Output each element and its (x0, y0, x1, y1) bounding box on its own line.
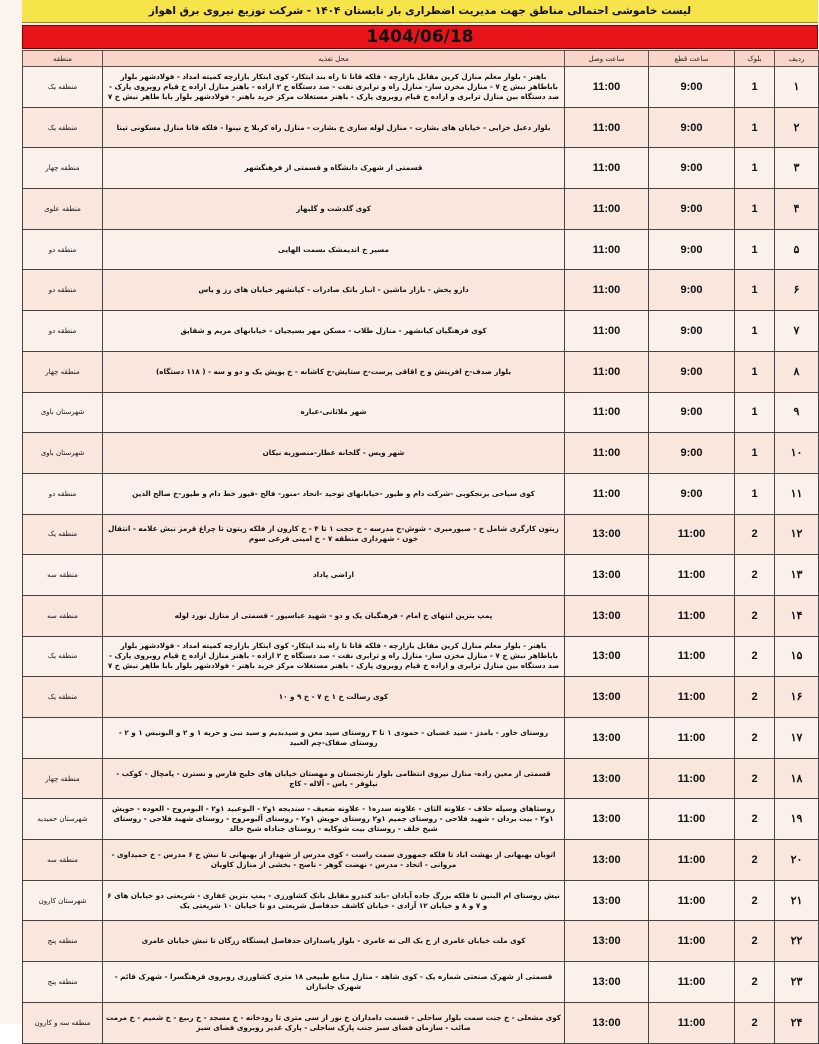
connect-time-cell: 13:00 (565, 962, 649, 1003)
area-cell: شهرستان باوی (23, 433, 103, 474)
row-number-cell: ۴ (775, 189, 819, 230)
block-cell: 2 (735, 962, 775, 1003)
place-cell: کوی ملت خیابان عامری از خ یک الی نه عامری - بلوار پاسداران حدفاصل ایستگاه زرگان تا نبش خیابان عامری (103, 921, 565, 962)
area-cell: منطقه سه و کارون (23, 1002, 103, 1043)
area-cell: منطقه سه (23, 555, 103, 596)
table-row (23, 392, 819, 433)
place-cell: قسمتی از معین زاده- منازل نیروی انتظامی بلوار نارنجستان و مهستان خیابان های خلیج فارس و نسترن - پامچال - کوکب - نیلوفر - یاس - آلاله - کاج (103, 758, 565, 799)
table-row (23, 962, 819, 1003)
row-number-cell: ۲ (775, 107, 819, 148)
connect-time-cell: 11:00 (565, 351, 649, 392)
row-number-cell: ۳ (775, 148, 819, 189)
row-number-cell: ۲۳ (775, 962, 819, 1003)
connect-time-cell: 11:00 (565, 392, 649, 433)
block-cell: 2 (735, 799, 775, 840)
row-number-cell: ۸ (775, 351, 819, 392)
connect-time-cell: 13:00 (565, 677, 649, 718)
cut-time-cell: 9:00 (649, 433, 735, 474)
block-cell: 2 (735, 1002, 775, 1043)
block-cell: 2 (735, 921, 775, 962)
table-row (23, 840, 819, 881)
area-cell: منطقه چهار (23, 758, 103, 799)
connect-time-cell: 11:00 (565, 148, 649, 189)
cut-time-cell: 11:00 (649, 1002, 735, 1043)
cut-time-cell: 11:00 (649, 758, 735, 799)
table-row (23, 677, 819, 718)
connect-time-cell: 11:00 (565, 107, 649, 148)
row-number-cell: ۲۰ (775, 840, 819, 881)
cut-time-cell: 9:00 (649, 107, 735, 148)
connect-time-cell: 13:00 (565, 636, 649, 677)
place-cell: پمپ بنزین انتهای خ امام - فرهنگیان یک و دو - شهید عباسپور - قسمتی از منازل نورد لوله (103, 595, 565, 636)
row-number-cell: ۲۴ (775, 1002, 819, 1043)
connect-time-cell: 11:00 (565, 229, 649, 270)
block-cell: 1 (735, 351, 775, 392)
table-row (23, 270, 819, 311)
block-cell: 1 (735, 148, 775, 189)
table-row (23, 433, 819, 474)
place-cell: کوی سیاحی برنجکوبی -شرکت دام و طیور -خیابانهای توحید -اتحاد -منور- فالح -فیوز خط دام و طیور-خ صالح الدین (103, 473, 565, 514)
area-cell: منطقه دو (23, 311, 103, 352)
row-number-cell: ۱۸ (775, 758, 819, 799)
area-cell: شهرستان حمیدیه (23, 799, 103, 840)
table-row (23, 148, 819, 189)
block-cell: 1 (735, 311, 775, 352)
table-row (23, 880, 819, 921)
cut-time-cell: 11:00 (649, 595, 735, 636)
area-cell: منطقه یک (23, 636, 103, 677)
connect-time-cell: 13:00 (565, 921, 649, 962)
place-cell: کوی گلدشت و گلبهار (103, 189, 565, 230)
row-number-cell: ۹ (775, 392, 819, 433)
connect-time-cell: 11:00 (565, 311, 649, 352)
area-cell: منطقه سه (23, 595, 103, 636)
block-cell: 1 (735, 229, 775, 270)
table-header-row (23, 51, 819, 67)
area-cell: منطقه چهار (23, 351, 103, 392)
row-number-cell: ۱۳ (775, 555, 819, 596)
header-block: بلوک (735, 51, 775, 67)
table-row (23, 595, 819, 636)
row-number-cell: ۱۴ (775, 595, 819, 636)
area-cell: منطقه چهار (23, 148, 103, 189)
place-cell: بلوار دعبل خزایی - خیابان های بشارت - منازل لوله سازی خ بشارت - منازل راه کربلا خ نینوا - فلکه قانا منازل مسکونی تینا (103, 107, 565, 148)
cut-time-cell: 11:00 (649, 718, 735, 759)
cut-time-cell: 9:00 (649, 148, 735, 189)
place-cell: شهر ویس - گلخانه عطار-منصوریه نیکان (103, 433, 565, 474)
cut-time-cell: 9:00 (649, 392, 735, 433)
table-row (23, 311, 819, 352)
table-row (23, 514, 819, 555)
row-number-cell: ۲۲ (775, 921, 819, 962)
connect-time-cell: 13:00 (565, 514, 649, 555)
block-cell: 2 (735, 840, 775, 881)
cut-time-cell: 11:00 (649, 514, 735, 555)
connect-time-cell: 11:00 (565, 270, 649, 311)
header-connect-time: ساعت وصل (565, 51, 649, 67)
place-cell: دارو پخش - بازار ماشین - انبار بانک صادرات - کیانشهر خیابان های رز و یاس (103, 270, 565, 311)
cut-time-cell: 11:00 (649, 840, 735, 881)
block-cell: 2 (735, 514, 775, 555)
row-number-cell: ۱۰ (775, 433, 819, 474)
place-cell: روستاهای وسیله خلاف - علاونه الثای - علاونه سدره۱ - علاونه ضعیف - سندیجه ۱و۲ - البوعبید ۱و۲ - البومروح - العوده - حویش ۱و۲ - بیت بردان - شهید فلاحی - روستای جمیم ۱و۲ روستای حویش ۱و۲ - روستای آلبومروح - روستای شهید فلاحی - روستای شیخ خلف - روستای بیت شوکایه - روستای جناداه شیخ خالد (103, 799, 565, 840)
row-number-cell: ۶ (775, 270, 819, 311)
place-cell: باهنر - بلوار معلم منازل کرین مقابل بازارچه - فلکه قانا تا راه بند ابتکار- کوی ابتکار بازارچه کمیته امداد - فولادشهر بلوار باباطاهر نبش خ ۷ - منازل مخزن ساز- منازل راه و ترابری نفت - صد دستگاه خ ۲ ازاده - باهنر منازل ازاده خ قیام روبروی پارک - صد دستگاه بین منازل ترابری و ازاده خ قیام روبروی پارک - باهنر مستغلات مرکز خرید باهنر - فولادشهر بلوار بابا طاهر نبش خ ۷ (103, 636, 565, 677)
connect-time-cell: 13:00 (565, 1002, 649, 1043)
place-cell: کوی فرهنگیان کیانشهر - منازل طلاب - مسکن مهر بسیجیان - خیابانهای مریم و شقایق (103, 311, 565, 352)
place-cell: بلوار صدف-خ افرینش و خ اقاقی پرست-خ ستایش-خ کاشانه - خ پویش یک و دو و سه - ( ۱۱۸ دستگاه) (103, 351, 565, 392)
place-cell: زیتون کارگری شامل خ - صیورمیری - شوش-خ مدرسه - خ حجت ۱ تا ۴ - خ کارون از فلکه زیتون تا چراغ قرمز نبش علامه - انتقال خون - شهرداری منطقه ۷ - خ امینی فرعی سوم (103, 514, 565, 555)
block-cell: 2 (735, 880, 775, 921)
place-cell: قسمتی از شهرک دانشگاه و قسمتی از فرهنگشهر (103, 148, 565, 189)
place-cell: شهر ملاثانی-عباره (103, 392, 565, 433)
row-number-cell: ۱ (775, 67, 819, 108)
area-cell: منطقه یک (23, 107, 103, 148)
connect-time-cell: 13:00 (565, 718, 649, 759)
connect-time-cell: 13:00 (565, 840, 649, 881)
table-row (23, 351, 819, 392)
table-row (23, 555, 819, 596)
place-cell: اراضی پاداد (103, 555, 565, 596)
area-cell: منطقه دو (23, 229, 103, 270)
row-number-cell: ۱۷ (775, 718, 819, 759)
cut-time-cell: 11:00 (649, 921, 735, 962)
table-row (23, 189, 819, 230)
area-cell (23, 718, 103, 759)
cut-time-cell: 9:00 (649, 311, 735, 352)
date-banner: 1404/06/18 (22, 25, 818, 49)
area-cell: منطقه سه (23, 840, 103, 881)
cut-time-cell: 11:00 (649, 636, 735, 677)
cut-time-cell: 9:00 (649, 229, 735, 270)
header-area: منطقه (23, 51, 103, 67)
block-cell: 1 (735, 270, 775, 311)
table-row (23, 799, 819, 840)
cut-time-cell: 9:00 (649, 473, 735, 514)
table-row (23, 758, 819, 799)
area-cell: شهرستان باوی (23, 392, 103, 433)
area-cell: منطقه یک (23, 67, 103, 108)
block-cell: 1 (735, 107, 775, 148)
connect-time-cell: 13:00 (565, 595, 649, 636)
block-cell: 1 (735, 189, 775, 230)
block-cell: 2 (735, 555, 775, 596)
header-row-number: ردیف (775, 51, 819, 67)
cut-time-cell: 11:00 (649, 799, 735, 840)
cut-time-cell: 9:00 (649, 189, 735, 230)
table-row (23, 107, 819, 148)
area-cell: شهرستان کارون (23, 880, 103, 921)
connect-time-cell: 11:00 (565, 189, 649, 230)
header-place: محل تغذیه (103, 51, 565, 67)
connect-time-cell: 11:00 (565, 433, 649, 474)
table-row (23, 1002, 819, 1043)
table-row (23, 921, 819, 962)
block-cell: 1 (735, 433, 775, 474)
block-cell: 2 (735, 636, 775, 677)
table-row (23, 67, 819, 108)
connect-time-cell: 11:00 (565, 473, 649, 514)
row-number-cell: ۵ (775, 229, 819, 270)
place-cell: کوی مشعلی - خ جنت سمت بلوار ساحلی - قسمت دامداران خ نور از سی متری تا رودخانه - خ مسجد - خ ربیع - خ شمیم - خ مرمت صائب - سازمان فضای سبز جنب پارک ساحلی - پارک غدیر روبروی فضای سبز (103, 1002, 565, 1043)
table-row (23, 636, 819, 677)
block-cell: 2 (735, 677, 775, 718)
connect-time-cell: 13:00 (565, 799, 649, 840)
block-cell: 1 (735, 67, 775, 108)
place-cell: قسمتی از شهرک صنعتی شماره یک - کوی شاهد - منازل منابع طبیعی ۱۸ متری کشاورزی روبروی فرهنگسرا - شهرک قائم - شهرک جانبازان (103, 962, 565, 1003)
cut-time-cell: 9:00 (649, 67, 735, 108)
connect-time-cell: 13:00 (565, 555, 649, 596)
table-row (23, 718, 819, 759)
block-cell: 1 (735, 392, 775, 433)
place-cell: اتوبان بهبهانی از بهشت اباد تا فلکه جمهوری سمت راست - کوی مدرس از شهدار از بهبهانی تا نبش خ ۶ مدرس - خ حمیداوی - مروانی - اتحاد - مدرس - نهضت گوهر - ناصح - بخشی از منازل کاویان (103, 840, 565, 881)
row-number-cell: ۷ (775, 311, 819, 352)
area-cell: منطقه علوی (23, 189, 103, 230)
area-cell: منطقه دو (23, 270, 103, 311)
outage-table-wrapper[interactable] (22, 50, 818, 1032)
block-cell: 2 (735, 595, 775, 636)
row-number-cell: ۱۵ (775, 636, 819, 677)
cut-time-cell: 11:00 (649, 555, 735, 596)
place-cell: نیش روستای ام البنین تا فلکه بزرگ جاده آبادان -باند کندرو مقابل بانک کشاورزی - پمپ بنزین غفاری - شریعتی دو خیابان های ۶ و ۷ و ۸ و خیابان ۱۲ آزادی - خیابان کاشف حدفاصل شریعتی دو تا خیابان ۱۰ شریعتی یک (103, 880, 565, 921)
row-number-cell: ۱۲ (775, 514, 819, 555)
connect-time-cell: 11:00 (565, 67, 649, 108)
block-cell: 2 (735, 718, 775, 759)
cut-time-cell: 9:00 (649, 270, 735, 311)
cut-time-cell: 11:00 (649, 880, 735, 921)
block-cell: 1 (735, 473, 775, 514)
area-cell: منطقه پنج (23, 962, 103, 1003)
area-cell: منطقه یک (23, 514, 103, 555)
row-number-cell: ۱۶ (775, 677, 819, 718)
area-cell: منطقه دو (23, 473, 103, 514)
connect-time-cell: 13:00 (565, 758, 649, 799)
table-row (23, 229, 819, 270)
cut-time-cell: 11:00 (649, 962, 735, 1003)
outage-table (22, 50, 819, 1044)
row-number-cell: ۲۱ (775, 880, 819, 921)
header-cut-time: ساعت قطع (649, 51, 735, 67)
place-cell: مسیر خ اندیمشک بسمت الهایی (103, 229, 565, 270)
row-number-cell: ۱۱ (775, 473, 819, 514)
cut-time-cell: 11:00 (649, 677, 735, 718)
connect-time-cell: 13:00 (565, 880, 649, 921)
place-cell: باهنر - بلوار معلم منازل کرین مقابل بازارچه - فلکه قانا تا راه بند ابتکار- کوی ابتکار بازارچه کمیته امداد - فولادشهر بلوار باباطاهر نبش خ ۷ - منازل مخزن ساز- منازل راه و ترابری نفت - صد دستگاه خ ۲ ازاده - باهنر منازل ازاده خ قیام روبروی پارک - صد دستگاه بین منازل ترابری و ازاده خ قیام روبروی پارک - باهنر مستغلات مرکز خرید باهنر - فولادشهر بلوار بابا طاهر نبش خ ۷ (103, 67, 565, 108)
cut-time-cell: 9:00 (649, 351, 735, 392)
block-cell: 2 (735, 758, 775, 799)
area-cell: منطقه یک (23, 677, 103, 718)
place-cell: کوی رسالت خ ۱ خ ۷ - خ ۹ و ۱۰ (103, 677, 565, 718)
row-number-cell: ۱۹ (775, 799, 819, 840)
table-row (23, 473, 819, 514)
area-cell: منطقه پنج (23, 921, 103, 962)
document-title: لیست خاموشی احتمالی مناطق جهت مدیریت اضطراری بار تابستان ۱۴۰۴ - شرکت توزیع نیروی برق اهواز (22, 0, 818, 23)
place-cell: روستای خاور - بامدژ - سید غضبان - حمودی ۱ تا ۳ روستای سید معن و سیدبدیم و سید نبی و حریه ۱ و ۲ و البونیس ۱ و ۲ - روستای صفاک-چم العبید (103, 718, 565, 759)
